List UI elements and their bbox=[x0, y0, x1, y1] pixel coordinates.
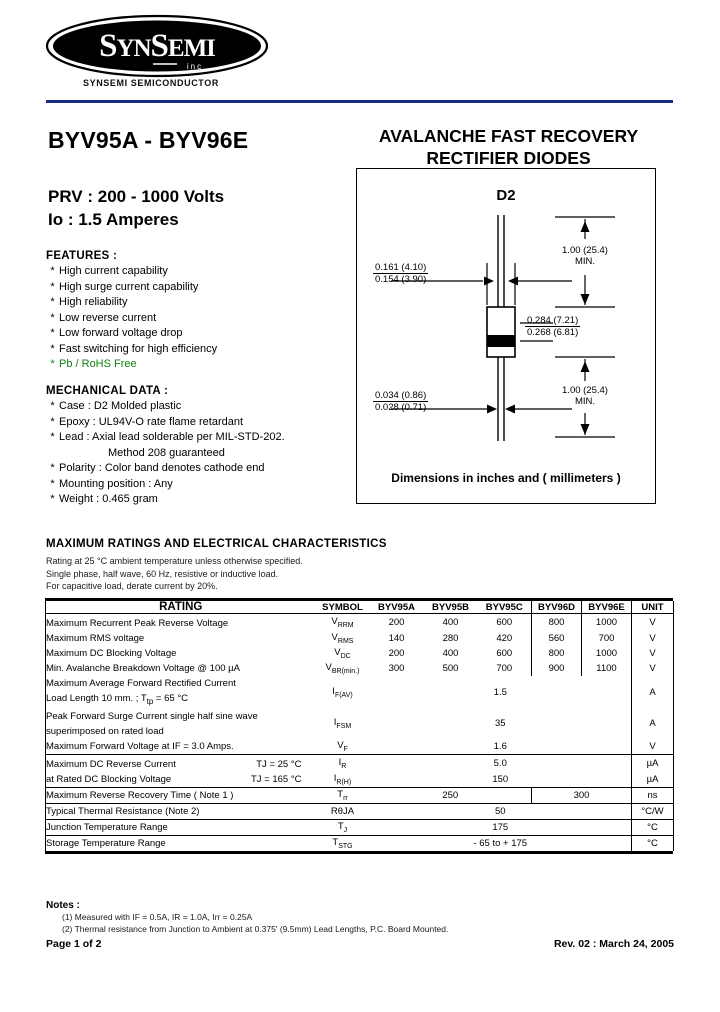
column-header-byv95a: BYV95A bbox=[378, 601, 415, 613]
symbol-subscript: DC bbox=[340, 652, 351, 660]
symbol-base: I bbox=[338, 756, 342, 768]
symbol-subscript: F(AV) bbox=[334, 691, 353, 699]
list-item bbox=[46, 311, 346, 327]
header-divider-rule bbox=[46, 100, 673, 103]
mechanical-heading: MECHANICAL DATA : bbox=[46, 385, 169, 397]
bullet-icon: * bbox=[50, 342, 55, 355]
dimension-value-min: 0.154 (3.90) bbox=[375, 274, 427, 285]
row-value: 300 bbox=[388, 663, 405, 674]
table-row bbox=[46, 631, 674, 646]
feature-text: High current capability bbox=[59, 265, 168, 277]
condition-line: For capacitive load, derate current by 20%. bbox=[46, 581, 218, 591]
row-label-condition: TJ = 25 °C bbox=[256, 758, 302, 770]
symbol-subscript: RMS bbox=[337, 637, 354, 645]
symbol-base: V bbox=[337, 739, 344, 751]
symbol-subscript: BR(min.) bbox=[331, 667, 360, 675]
bullet-icon: * bbox=[50, 265, 55, 277]
row-value: 700 bbox=[496, 663, 513, 674]
feature-text: High surge current capability bbox=[59, 280, 199, 293]
row-symbol bbox=[316, 661, 370, 676]
row-label: Maximum Forward Voltage at IF = 3.0 Amps. bbox=[46, 739, 316, 755]
key-specs bbox=[48, 185, 224, 231]
dimension-value-min: 0.028 (0.71) bbox=[375, 402, 427, 413]
row-label bbox=[46, 754, 316, 772]
symbol-subscript: J bbox=[343, 826, 348, 834]
row-label-line1: Peak Forward Surge Current single half sine wave bbox=[46, 710, 258, 722]
row-value: 1000 bbox=[582, 646, 632, 661]
row-value-span: 175 bbox=[370, 819, 632, 835]
logo-subtitle: SYNSEMI SEMICONDUCTOR bbox=[83, 78, 219, 88]
table-row bbox=[46, 739, 674, 755]
table-row bbox=[46, 787, 674, 803]
row-unit: V bbox=[632, 631, 674, 646]
list-item bbox=[46, 415, 356, 431]
dimension-qualifier: MIN. bbox=[574, 256, 596, 267]
feature-text: High reliability bbox=[59, 296, 128, 308]
row-label: Storage Temperature Range bbox=[46, 835, 316, 851]
dimension-lead-length-bottom bbox=[545, 385, 625, 407]
device-title-line1: AVALANCHE FAST RECOVERY bbox=[378, 126, 639, 146]
row-unit: V bbox=[632, 646, 674, 661]
list-item-continuation bbox=[46, 446, 356, 462]
list-item bbox=[46, 326, 346, 342]
dimension-value: 1.00 (25.4) bbox=[562, 245, 608, 256]
row-value-span: - 65 to + 175 bbox=[370, 835, 632, 851]
feature-text: Low forward voltage drop bbox=[59, 327, 183, 339]
row-value: 400 bbox=[442, 648, 459, 659]
table-bottom-border bbox=[45, 851, 673, 854]
row-unit: V bbox=[632, 661, 674, 676]
symbol-base: I bbox=[333, 772, 337, 784]
dimension-lead-diameter bbox=[373, 390, 428, 413]
row-label: Min. Avalanche Breakdown Voltage @ 100 µA bbox=[46, 661, 316, 676]
bullet-icon: * bbox=[50, 358, 55, 370]
row-unit: °C/W bbox=[632, 803, 674, 819]
dimension-value-min: 0.268 (6.81) bbox=[527, 327, 579, 338]
row-label-line2: superimposed on rated load bbox=[46, 725, 164, 737]
mechanical-list bbox=[46, 399, 356, 508]
list-item bbox=[46, 399, 356, 415]
list-item bbox=[46, 295, 346, 311]
table-header-row bbox=[46, 601, 674, 614]
table-row bbox=[46, 803, 674, 819]
row-label: Maximum Recurrent Peak Reverse Voltage bbox=[46, 614, 316, 632]
symbol-base: T bbox=[337, 788, 344, 800]
ratings-heading: MAXIMUM RATINGS AND ELECTRICAL CHARACTERISTICS bbox=[46, 538, 387, 550]
row-symbol bbox=[316, 614, 370, 632]
row-unit: A bbox=[632, 676, 674, 709]
row-unit: µA bbox=[632, 772, 674, 788]
row-unit: °C bbox=[632, 835, 674, 851]
company-logo bbox=[45, 14, 315, 106]
bullet-icon: * bbox=[50, 493, 55, 505]
specifications-table bbox=[45, 598, 673, 854]
symbol-base: V bbox=[331, 616, 338, 628]
symbol-base: I bbox=[332, 686, 335, 697]
row-symbol bbox=[316, 772, 370, 788]
notes-heading: Notes : bbox=[46, 900, 80, 911]
io-line: Io : 1.5 Amperes bbox=[48, 210, 179, 229]
symbol-base: V bbox=[325, 662, 332, 674]
table-row bbox=[46, 661, 674, 676]
mech-text: Weight : 0.465 gram bbox=[59, 493, 158, 505]
symbol-subscript: rr bbox=[343, 794, 348, 802]
table-row bbox=[46, 614, 674, 632]
list-item bbox=[46, 264, 346, 280]
mechanical-data-section bbox=[46, 385, 356, 508]
list-item bbox=[46, 492, 356, 508]
row-label-line1: Maximum Average Forward Rectified Current bbox=[46, 678, 236, 689]
list-item bbox=[46, 342, 346, 358]
symbol-base: V bbox=[334, 647, 341, 659]
feature-text: Fast switching for high efficiency bbox=[59, 342, 218, 355]
dimension-body-length bbox=[525, 315, 580, 338]
symbol-subscript: R bbox=[341, 762, 347, 770]
dimension-lead-length-top bbox=[545, 245, 625, 267]
svg-text:inc: inc bbox=[186, 62, 204, 71]
mech-text: Lead : Axial lead solderable per MIL-STD-202. bbox=[59, 431, 285, 443]
features-heading: FEATURES : bbox=[46, 250, 118, 262]
row-symbol bbox=[316, 739, 370, 755]
device-title bbox=[356, 125, 661, 169]
mech-text: Mounting position : Any bbox=[59, 477, 173, 490]
row-label-text: Maximum DC Reverse Current bbox=[46, 758, 176, 770]
list-item bbox=[46, 430, 356, 446]
row-label bbox=[46, 709, 316, 739]
page-title: BYV95A - BYV96E bbox=[48, 127, 249, 153]
row-label bbox=[46, 676, 316, 709]
table-row bbox=[46, 772, 674, 788]
package-outline-diagram bbox=[356, 168, 656, 504]
symbol-base: V bbox=[331, 632, 338, 644]
table-row bbox=[46, 646, 674, 661]
row-value: 1000 bbox=[582, 614, 632, 632]
bullet-icon: * bbox=[50, 327, 55, 339]
features-section bbox=[46, 250, 346, 373]
prv-line: PRV : 200 - 1000 Volts bbox=[48, 187, 225, 206]
table-row bbox=[46, 835, 674, 851]
row-unit: µA bbox=[632, 754, 674, 772]
bullet-icon: * bbox=[50, 400, 55, 412]
row-label: Maximum Reverse Recovery Time ( Note 1 ) bbox=[46, 787, 316, 803]
row-value: 900 bbox=[532, 661, 582, 676]
dimension-value-max: 0.284 (7.21) bbox=[527, 315, 579, 326]
bullet-icon: * bbox=[50, 431, 55, 443]
package-label: D2 bbox=[496, 187, 516, 204]
row-value: 700 bbox=[582, 631, 632, 646]
row-value: 280 bbox=[442, 633, 459, 644]
row-label bbox=[46, 772, 316, 788]
bullet-icon: * bbox=[50, 477, 55, 490]
symbol-subscript: RRM bbox=[337, 621, 354, 629]
rohs-text: Pb / RoHS Free bbox=[59, 358, 137, 370]
dimension-body-width bbox=[373, 262, 428, 285]
row-unit: ns bbox=[632, 787, 674, 803]
mech-text: Polarity : Color band denotes cathode end bbox=[59, 462, 265, 474]
row-label: Maximum RMS voltage bbox=[46, 631, 316, 646]
row-unit: V bbox=[632, 614, 674, 632]
dimension-units-caption: Dimensions in inches and ( millimeters ) bbox=[391, 471, 621, 485]
bullet-icon: * bbox=[50, 462, 55, 474]
row-value-span: 150 bbox=[492, 773, 509, 785]
logo-ellipse-graphic bbox=[45, 14, 270, 79]
row-value-span: 5.0 bbox=[370, 754, 632, 772]
column-header-byv96e: BYV96E bbox=[582, 601, 632, 614]
table-row bbox=[46, 676, 674, 709]
dimension-value: 1.00 (25.4) bbox=[562, 385, 608, 396]
symbol-base: T bbox=[332, 836, 339, 848]
bullet-icon: * bbox=[50, 311, 55, 324]
symbol-subscript: STG bbox=[338, 842, 353, 850]
condition-line: Rating at 25 °C ambient temperature unless otherwise specified. bbox=[46, 556, 303, 566]
table-row bbox=[46, 819, 674, 835]
note-item: (2) Thermal resistance from Junction to Ambient at 0.375' (9.5mm) Lead Lengths, P.C. Board Mounted. bbox=[62, 924, 449, 934]
symbol-subscript: FSM bbox=[336, 723, 352, 731]
column-header-byv95b: BYV95B bbox=[432, 601, 469, 613]
row-value-span: 50 bbox=[370, 803, 632, 819]
device-title-line2: RECTIFIER DIODES bbox=[426, 148, 591, 168]
column-header-unit: UNIT bbox=[632, 601, 674, 614]
column-header-byv96d: BYV96D bbox=[532, 601, 582, 614]
notes-section bbox=[46, 900, 676, 935]
row-symbol bbox=[316, 646, 370, 661]
symbol-subscript: F bbox=[343, 745, 348, 753]
dimension-value-max: 0.034 (0.86) bbox=[375, 390, 427, 401]
row-symbol: RθJA bbox=[316, 803, 370, 819]
symbol-subscript: R(H) bbox=[336, 778, 352, 786]
row-symbol bbox=[316, 787, 370, 803]
condition-line: Single phase, half wave, 60 Hz, resistive or inductive load. bbox=[46, 568, 279, 579]
row-symbol bbox=[316, 754, 370, 772]
note-item: (1) Measured with IF = 0.5A, IR = 1.0A, Irr = 0.25A bbox=[62, 912, 253, 922]
symbol-base: T bbox=[337, 820, 344, 832]
row-label-line2: Load Length 10 mm. ; $T_{tp} = 65$ °C bbox=[46, 693, 188, 706]
ratings-conditions bbox=[46, 555, 303, 593]
revision-info: Rev. 02 : March 24, 2005 bbox=[553, 938, 674, 950]
row-value-span: 35 bbox=[494, 718, 506, 730]
row-value: 420 bbox=[496, 633, 513, 644]
row-value: 600 bbox=[478, 614, 532, 632]
dimension-qualifier: MIN. bbox=[574, 396, 596, 407]
column-header-rating: RATING bbox=[46, 601, 316, 614]
column-header-byv95c: BYV95C bbox=[485, 601, 523, 613]
row-symbol bbox=[316, 676, 370, 709]
row-symbol bbox=[316, 709, 370, 739]
feature-text: Low reverse current bbox=[59, 311, 157, 324]
row-value: 600 bbox=[496, 648, 513, 659]
row-value: 500 bbox=[442, 663, 459, 674]
column-header-symbol: SYMBOL bbox=[322, 601, 363, 613]
row-label: Junction Temperature Range bbox=[46, 819, 316, 835]
dimension-value-max: 0.161 (4.10) bbox=[375, 262, 427, 273]
features-list bbox=[46, 264, 346, 373]
row-label: Maximum DC Blocking Voltage bbox=[46, 646, 316, 661]
row-symbol bbox=[316, 835, 370, 851]
row-value-span: 1.5 bbox=[493, 686, 507, 698]
bullet-icon: * bbox=[50, 415, 55, 428]
row-value: 200 bbox=[370, 614, 424, 632]
page-number: Page 1 of 2 bbox=[46, 938, 102, 950]
mech-text: Epoxy : UL94V-O rate flame retardant bbox=[59, 415, 244, 428]
row-value: 800 bbox=[532, 614, 582, 632]
table-row bbox=[46, 754, 674, 772]
row-label-text: at Rated DC Blocking Voltage bbox=[46, 773, 172, 785]
row-value-group-b: 300 bbox=[532, 787, 632, 803]
mech-text-continuation: Method 208 guaranteed bbox=[108, 446, 225, 459]
ratings-table bbox=[45, 601, 674, 851]
bullet-icon: * bbox=[50, 296, 55, 308]
symbol-base: I bbox=[333, 717, 337, 729]
row-value: 1100 bbox=[582, 661, 632, 676]
row-value: 140 bbox=[388, 633, 405, 644]
row-value-group-a: 250 bbox=[370, 787, 532, 803]
row-symbol bbox=[316, 631, 370, 646]
row-label: Typical Thermal Resistance (Note 2) bbox=[46, 803, 316, 819]
row-unit: A bbox=[632, 709, 674, 739]
row-value-span: 1.6 bbox=[493, 740, 507, 752]
row-unit: V bbox=[632, 739, 674, 755]
table-row bbox=[46, 709, 674, 739]
svg-text:SYNSEMI: SYNSEMI bbox=[99, 28, 215, 64]
row-value: 560 bbox=[532, 631, 582, 646]
list-item-rohs bbox=[46, 357, 346, 373]
row-value: 200 bbox=[388, 648, 405, 659]
row-label-condition: TJ = 165 °C bbox=[250, 773, 302, 785]
row-value: 400 bbox=[424, 614, 478, 632]
list-item bbox=[46, 280, 346, 296]
bullet-icon: * bbox=[50, 280, 55, 293]
list-item bbox=[46, 461, 356, 477]
row-unit: °C bbox=[632, 819, 674, 835]
row-symbol bbox=[316, 819, 370, 835]
page-footer bbox=[46, 938, 674, 950]
mech-text: Case : D2 Molded plastic bbox=[59, 400, 182, 412]
list-item bbox=[46, 477, 356, 493]
row-value: 800 bbox=[532, 646, 582, 661]
